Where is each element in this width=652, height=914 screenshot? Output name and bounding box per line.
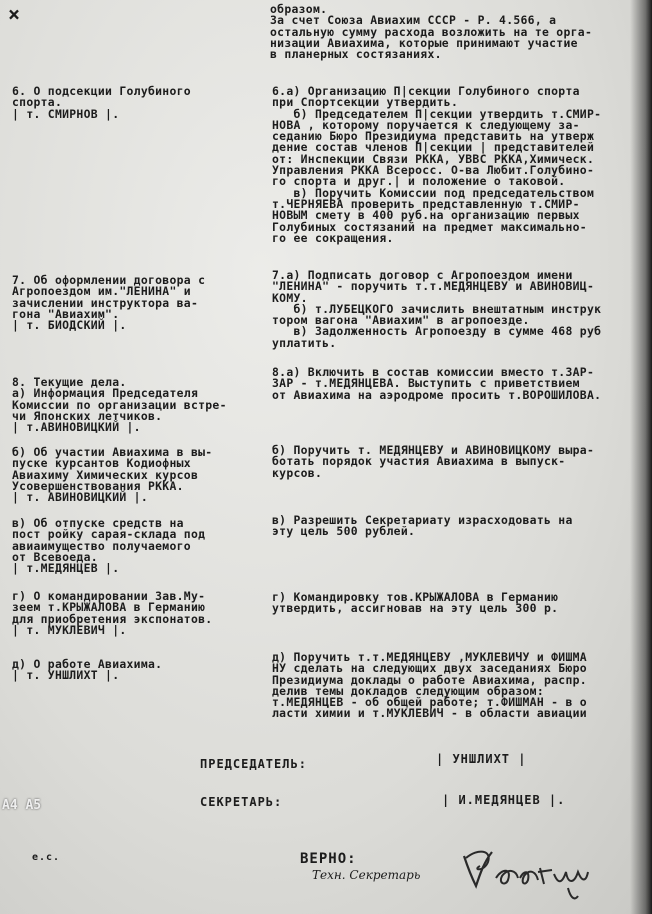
agenda-item-line: зеем т.КРЫЖАЛОВА в Германию — [12, 600, 206, 615]
agenda-item-line: Агропоездом им."ЛЕНИНА" и — [12, 284, 191, 299]
resolution-line: НОВЫМ смету в 400 руб.на организацию первых — [272, 208, 580, 223]
resolution-line: тором вагона "Авиахим" в агропоезде. — [272, 313, 530, 328]
agenda-item-3 — [12, 377, 227, 433]
resolution-line: ботать порядок участия Авиахима в выпуск- — [272, 454, 566, 469]
scan-edge-shadow — [630, 0, 652, 914]
corner-mark: × — [8, 2, 21, 26]
resolution-line: от Авиахима на аэродроме просить т.ВОРОШИЛОВА. — [272, 387, 602, 402]
resolution-line: Президиума доклады о работе Авиахима, распр. — [272, 672, 587, 687]
resolution-line: в) Задолженность Агропоезду в сумме 468 руб — [272, 324, 602, 339]
agenda-item-line: б) Об участии Авиахима в вы- — [12, 445, 213, 459]
agenda-item-line: пуске курсантов Кодиофных — [12, 456, 191, 471]
agenda-item-4 — [12, 447, 212, 503]
resolution-3 — [272, 367, 601, 401]
resolution-line: 6.а) Организацию П|секции Голубиного спорта — [272, 84, 580, 98]
resolution-line: т.МЕДЯНЦЕВ - об общей работе; т.ФИШМАН - в о — [272, 695, 587, 710]
resolution-2 — [272, 270, 601, 349]
agenda-item-1 — [12, 86, 191, 120]
resolution-line: б) т.ЛУБЕЦКОГО зачислить внештатным инструк — [272, 301, 602, 316]
agenda-item-line: Комиссии по организации встре- — [12, 397, 227, 412]
resolution-line: дение состав членов П|секции | представителей — [272, 140, 595, 155]
agenda-item-line: 7. Об оформлении договора с — [12, 273, 206, 287]
resolution-line: т.ЧЕРНЯЕВА проверить представленную т.СМИР- — [272, 196, 580, 211]
resolution-line: го спорта и друг.| и положение о таковой. — [272, 174, 566, 189]
agenda-item-line: г) О командировании Зав.Му- — [12, 589, 206, 603]
resolution-line: "ЛЕНИНА" - поручить т.т.МЕДЯНЦЕВУ и АВИНОВИЦ- — [272, 279, 595, 294]
resolution-line: б) Председателем П|секции утвердить т.СМИР- — [272, 106, 602, 121]
agenda-item-line: | т. АВИНОВИЦКИЙ |. — [12, 490, 148, 505]
continuation-line: низации Авиахима, которые принимают участие — [270, 35, 578, 50]
resolution-line: 8.а) Включить в состав комиссии вместо т.ЗАР- — [272, 365, 595, 379]
resolution-line: НОВА , которому поручается к следующему за- — [272, 117, 580, 132]
agenda-item-line: | т. СМИРНОВ |. — [12, 106, 120, 121]
resolution-line: ЗАР - т.МЕДЯНЦЕВА. Выступить с приветствием — [272, 376, 580, 391]
resolution-line: седанию Бюро Президиума представить на утверж — [272, 129, 595, 144]
agenda-item-line: 8. Текущие дела. — [12, 375, 127, 389]
secretary-label: СЕКРЕТАРЬ: — [200, 795, 283, 809]
agenda-item-line: | т.МЕДЯНЦЕВ |. — [12, 561, 120, 576]
agenda-item-6 — [12, 591, 212, 636]
resolution-1 — [272, 86, 601, 244]
agenda-item-2 — [12, 275, 205, 331]
resolution-line: б) Поручить т. МЕДЯНЦЕВУ и АВИНОВИЦКОМУ выра- — [272, 443, 595, 457]
margin-marks: A4 A5 — [2, 798, 42, 813]
resolution-line: в) Разрешить Секретариату израсходовать на — [272, 513, 573, 527]
continuation-line: остальную сумму расхода возложить на те орга- — [270, 24, 593, 39]
agenda-item-line: гона "Авиахим". — [12, 306, 120, 321]
resolution-line: г) Командировку тов.КРЫЖАЛОВА в Германию — [272, 590, 559, 604]
agenda-item-line: Усовершенствования РККА. — [12, 478, 184, 493]
resolution-line: го ее сокращения. — [272, 230, 394, 245]
resolution-line: в) Поручить Комиссии под председательством — [272, 185, 595, 200]
continuation-block — [270, 4, 592, 60]
resolution-4 — [272, 445, 594, 479]
agenda-item-line: а) Информация Председателя — [12, 386, 199, 401]
continuation-line: За счет Союза Авиахим СССР - Р. 4.566, а — [270, 13, 557, 28]
resolution-line: делив темы докладов следующим образом: — [272, 683, 544, 698]
continuation-line: образом. — [270, 2, 328, 16]
secretary-name: | И.МЕДЯНЦЕВ |. — [442, 793, 566, 807]
resolution-line: курсов. — [272, 465, 323, 480]
agenda-item-line: | т.АВИНОВИЦКИЙ |. — [12, 420, 141, 435]
agenda-item-line: зачислении инструктора ва- — [12, 295, 199, 310]
resolution-line: ласти химии и т.МУКЛЕВИЧ - в области авиации — [272, 706, 587, 721]
tech-secretary-label: Техн. Секретарь — [312, 868, 421, 882]
agenda-item-line: от Всевоеда. — [12, 549, 98, 564]
resolution-6 — [272, 592, 558, 615]
agenda-item-line: авиаимущество получаемого — [12, 538, 191, 553]
agenda-item-line: д) О работе Авиахима. — [12, 657, 163, 671]
agenda-item-line: в) Об отпуске средств на — [12, 516, 184, 530]
chairman-label: ПРЕДСЕДАТЕЛЬ: — [200, 757, 307, 771]
resolution-line: эту цель 500 рублей. — [272, 524, 416, 539]
agenda-item-line: чи Японских летчиков. — [12, 408, 163, 423]
agenda-item-line: для приобретения экспонатов. — [12, 611, 213, 626]
agenda-item-line: | т. УНШЛИХТ |. — [12, 668, 120, 683]
resolution-5 — [272, 515, 573, 538]
chairman-name: | УНШЛИХТ | — [436, 752, 527, 766]
verno-label: ВЕРНО: — [300, 851, 357, 867]
resolution-line: КОМУ. — [272, 290, 308, 305]
handwritten-signature — [458, 838, 598, 908]
resolution-line: 7.а) Подписать договор с Агропоездом имени — [272, 268, 573, 282]
resolution-line: д) Поручить т.т.МЕДЯНЦЕВУ ,МУКЛЕВИЧУ и ФИШМА — [272, 650, 587, 664]
agenda-item-line: 6. О подсекции Голубиного — [12, 84, 191, 98]
resolution-line: при Спортсекции утвердить. — [272, 95, 459, 110]
resolution-line: НУ сделать на следующих двух заседаниях Бюро — [272, 661, 587, 676]
agenda-item-line: | т. БИОДСКИЙ |. — [12, 318, 127, 333]
resolution-7 — [272, 652, 587, 720]
agenda-item-7 — [12, 659, 162, 682]
initials: е.с. — [32, 852, 61, 863]
agenda-item-line: пост ройку сарая-склада под — [12, 527, 206, 542]
agenda-item-line: Авиахиму Химических курсов — [12, 467, 199, 482]
resolution-line: Голубиных состязаний на предмет максимально- — [272, 219, 587, 234]
continuation-line: в планерных состязаниях. — [270, 47, 442, 62]
agenda-item-line: | т. МУКЛЕВИЧ |. — [12, 622, 127, 637]
resolution-line: Управления РККА Всеросс. О-ва Любит.Голубино- — [272, 163, 595, 178]
agenda-item-5 — [12, 518, 205, 574]
resolution-line: утвердить, ассигновав на эту цель 300 р. — [272, 601, 559, 616]
agenda-item-line: спорта. — [12, 95, 63, 110]
resolution-line: от: Инспекции Связи РККА, УВВС РККА,Химическ. — [272, 151, 595, 166]
resolution-line: уплатить. — [272, 335, 337, 350]
